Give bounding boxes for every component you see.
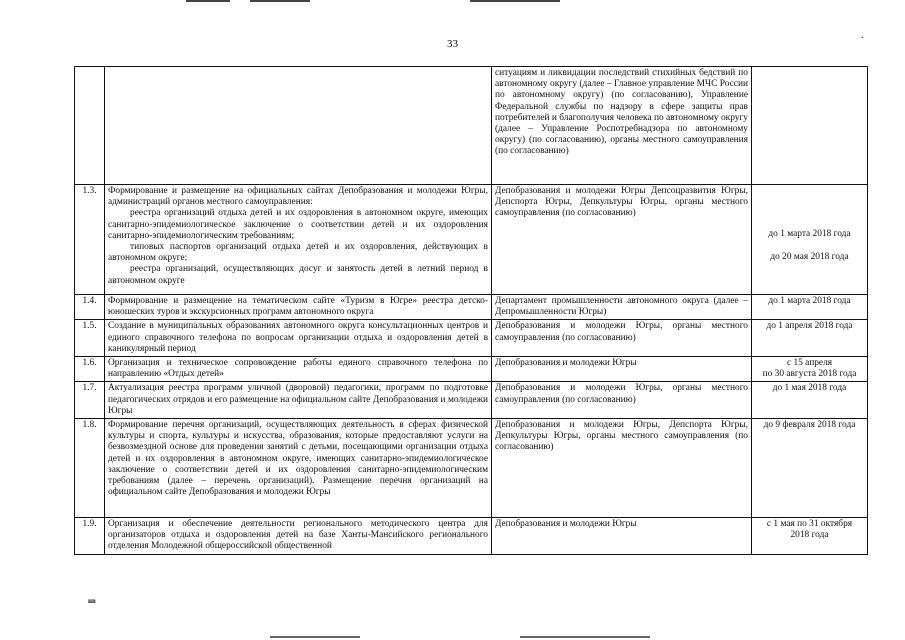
deadline-text: до 1 апреля 2018 года: [766, 321, 853, 332]
responsible-cell: Депобразования и молодежи Югры, органы местного самоуправления (по согласованию): [492, 382, 752, 419]
deadline-text: до 1 марта 2018 года: [768, 229, 851, 239]
responsible-cell: Депобразования и молодежи Югры, органы местного самоуправления (по согласованию): [492, 320, 752, 357]
deadline-cell: [752, 320, 868, 357]
row-number: 1.9.: [75, 518, 105, 555]
deadline-text: с 1 мая по 31 октября: [766, 519, 853, 530]
scan-artifact-line: [520, 636, 650, 638]
deadline-cell: [752, 518, 868, 555]
scan-artifact-line: [270, 636, 360, 638]
row-number: 1.3.: [75, 185, 105, 295]
deadline-text: по 30 августа 2018 года: [762, 369, 857, 380]
activity-text: Формирование и размещение на официальных сайтах Депобразования и молодежи Югры, администраций органов местного самоуправления:: [108, 186, 488, 208]
responsible-cell: Департамент промышленности автономного округа (далее – Депромышленности Югры): [492, 295, 752, 320]
deadline-text: 2018 года: [790, 530, 829, 541]
table-row: [75, 185, 868, 295]
row-number: [75, 67, 105, 185]
activity-text: Создание в муниципальных образованиях автономного округа консультационных центров и единого справочного телефона по вопросам организации отдыха и оздоровления детей в каникулярный период: [108, 321, 488, 354]
deadline-cell: [752, 382, 868, 419]
deadline-cell: [752, 419, 868, 518]
scan-artifact-line: [186, 0, 230, 2]
table-row: [75, 357, 868, 382]
deadline-cell: [752, 67, 868, 185]
activity-text: Организация и обеспечение деятельности регионального методического центра для организаторов отдыха и оздоровления детей на базе Ханты-Мансийского регионального отделения Молодежной общероссийской общественной: [108, 519, 488, 552]
scan-dot: .: [861, 30, 864, 41]
activity-text: Организация и техническое сопровождение работы единого справочного телефона по направлению «Отдых детей»: [108, 358, 488, 380]
table-row: [75, 67, 868, 185]
footer-mark: нв: [88, 597, 96, 605]
action-plan-table: [74, 66, 868, 555]
deadline-cell: [752, 295, 868, 320]
deadline-cell: [752, 185, 868, 295]
activity-text: реестра организаций, осуществляющих досуг и занятость детей в летний период в автономном округе: [108, 264, 488, 286]
table-row: [75, 382, 868, 419]
activity-cell: [105, 295, 492, 320]
responsible-cell: Депобразования и молодежи Югры: [492, 357, 752, 382]
activity-text: Актуализация реестра программ уличной (дворовой) педагогики, программ по подготовке педагогических отрядов и его размещение на официальном сайте Депобразования и молодежи Югры: [108, 383, 488, 416]
activity-text: типовых паспортов организаций отдыха детей и их оздоровления, действующих в автономном округе;: [108, 242, 488, 264]
activity-cell: [105, 518, 492, 555]
deadline-text: до 1 мая 2018 года: [772, 383, 847, 394]
activity-text: Формирование перечня организаций, осуществляющих деятельность в сферах физической культуры и спорта, культуры и искусства, образования, которые предоставляют услуги на безвозмездной основе для проведения занятий с детьми, посещающими организации отдыха детей и их оздоровления в автономном округе, имеющих санитарно-эпидемиологическое заключение о соответствии детей и их оздоровления санитарно-эпидемиологическим требованиям (далее – перечень организаций). Размещение перечня организаций на официальном сайте Депобразования и молодежи Югры: [108, 420, 488, 498]
responsible-cell: Депобразования и молодежи Югры, Депспорта Югры, Депкультуры Югры, органы местного самоуправления (по согласованию): [492, 419, 752, 518]
responsible-cell: Депобразования и молодежи Югры Депсоцразвития Югры, Депспорта Югры, Депкультуры Югры, органы местного самоуправления (по согласованию): [492, 185, 752, 295]
action-plan-body: [75, 67, 868, 555]
activity-cell: [105, 67, 492, 185]
scan-artifact-line: [470, 0, 560, 2]
table-row: [75, 320, 868, 357]
responsible-cell: ситуациям и ликвидации последствий стихийных бедствий по автономному округу (далее – Главное управление МЧС России по автономному округу) (по согласованию), Управление Федеральной службы по надзору в сфере защиты прав потребителей и благополучия человека по автономному округу (далее – Управление Роспотребнадзора по автономному округу) (по согласованию), органы местного самоуправления (по согласованию): [492, 67, 752, 185]
table-row: [75, 295, 868, 320]
row-number: 1.7.: [75, 382, 105, 419]
responsible-cell: Депобразования и молодежи Югры: [492, 518, 752, 555]
row-number: 1.5.: [75, 320, 105, 357]
table-row: [75, 419, 868, 518]
row-number: 1.6.: [75, 357, 105, 382]
activity-cell: [105, 382, 492, 419]
activity-cell: [105, 320, 492, 357]
scan-artifact-line: [250, 0, 310, 2]
deadline-cell: [752, 357, 868, 382]
deadline-text: до 9 февраля 2018 года: [763, 420, 856, 431]
table-row: [75, 518, 868, 555]
activity-cell: [105, 185, 492, 295]
activity-text: реестра организаций отдыха детей и их оздоровления в автономном округе, имеющих санитарно-эпидемиологическое заключение о соответствии детей и их оздоровления санитарно-эпидемиологическим требованиям;: [108, 208, 488, 241]
activity-text: Формирование и размещение на тематическом сайте «Туризм в Югре» реестра детско-юношеских туров и экскурсионных программ автономного округа: [108, 296, 488, 318]
deadline-text: до 1 марта 2018 года: [768, 296, 851, 306]
deadline-text: с 15 апреля: [786, 358, 833, 369]
activity-cell: [105, 419, 492, 518]
page-number: 33: [447, 38, 458, 50]
row-number: 1.4.: [75, 295, 105, 320]
deadline-text: до 20 мая 2018 года: [770, 252, 849, 263]
activity-cell: [105, 357, 492, 382]
row-number: 1.8.: [75, 419, 105, 518]
